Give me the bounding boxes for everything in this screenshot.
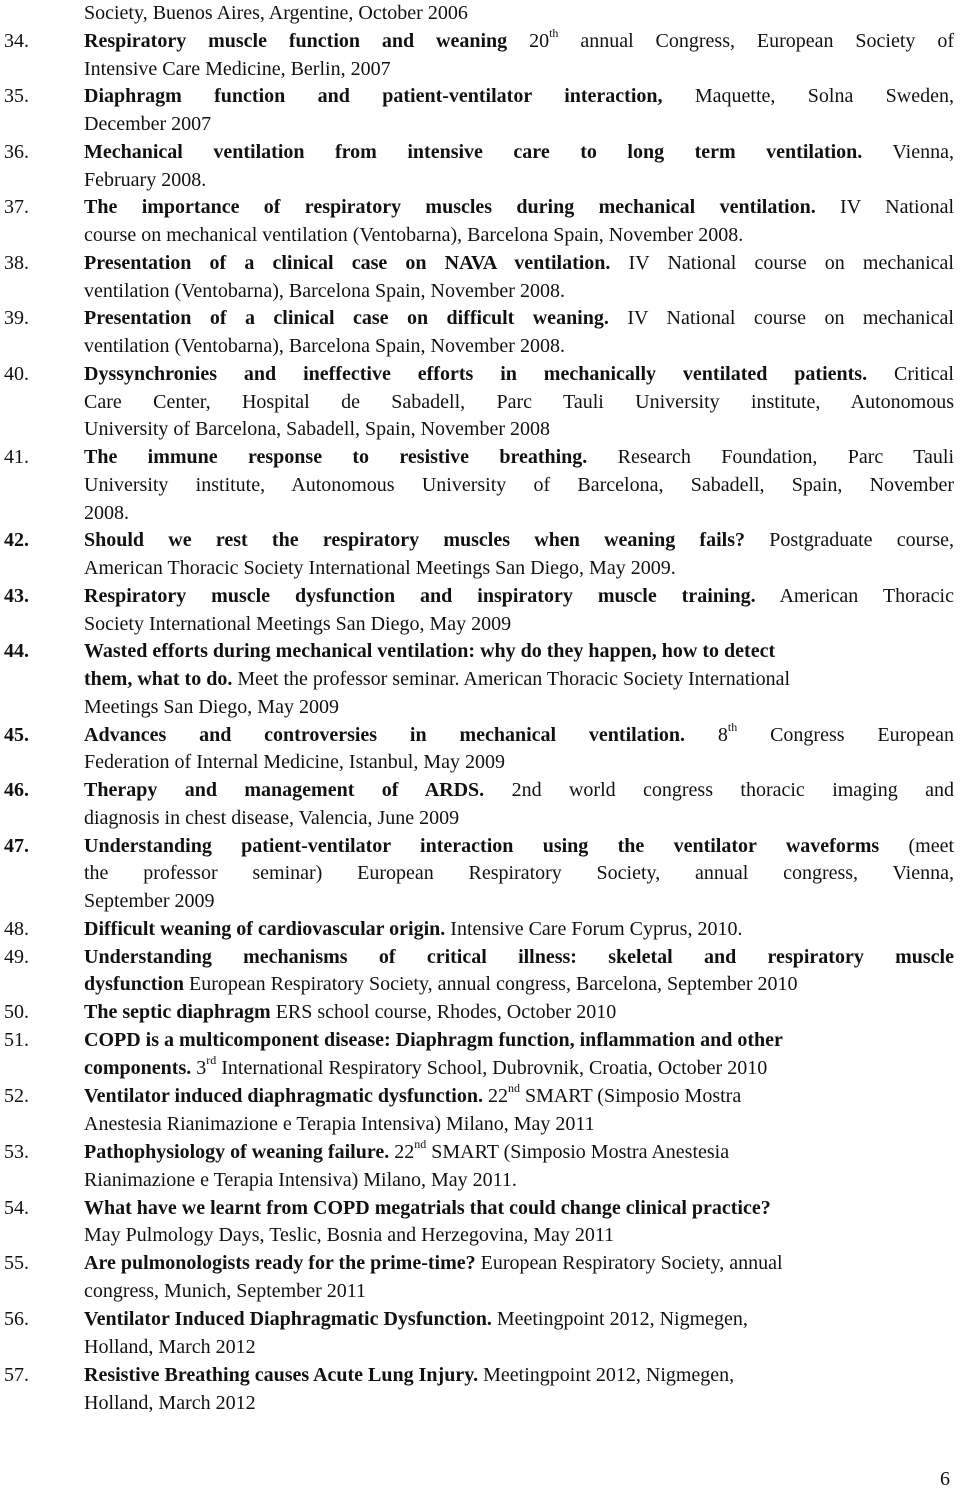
entry-57-line2: Holland, March 2012	[84, 1392, 256, 1414]
entry-40-line3: University of Barcelona, Sabadell, Spain, November 2008	[84, 418, 550, 440]
entry-title: Should we rest the respiratory muscles when weaning fails?	[84, 529, 745, 551]
entry-39: 39. Presentation of a clinical case on difficult weaning. IV National course on mechanical	[0, 305, 960, 333]
entry-title: Understanding mechanisms of critical illness: skeletal and respiratory muscle	[84, 946, 954, 968]
entry-36-line2: February 2008.	[84, 169, 207, 191]
entry-44-line3: Meetings San Diego, May 2009	[84, 696, 339, 718]
entry-39-line2: ventilation (Ventobarna), Barcelona Spain, November 2008.	[84, 335, 565, 357]
entry-title: The septic diaphragm	[84, 1001, 271, 1023]
entry-title: Diaphragm function and patient-ventilator interaction,	[84, 85, 663, 107]
entry-56: 56. Ventilator Induced Diaphragmatic Dysfunction. Meetingpoint 2012, Nigmegen,	[0, 1306, 960, 1334]
entry-46-line2: diagnosis in chest disease, Valencia, June 2009	[84, 807, 460, 829]
entry-number: 48.	[4, 918, 29, 940]
entry-number: 36.	[4, 141, 29, 163]
entry-title: Therapy and management of ARDS.	[84, 779, 485, 801]
page-number: 6	[940, 1468, 950, 1490]
entry-number: 37.	[4, 196, 29, 218]
entry-44	[0, 638, 960, 666]
entry-38: 38. Presentation of a clinical case on NAVA ventilation. IV National course on mechanical	[0, 250, 960, 278]
continuation-line	[0, 0, 960, 28]
entry-45-line2: Federation of Internal Medicine, Istanbul, May 2009	[84, 751, 505, 773]
entry-title: Ventilator induced diaphragmatic dysfunction.	[84, 1085, 483, 1107]
entry-35-line2: December 2007	[84, 113, 212, 135]
entry-number: 57.	[4, 1364, 29, 1386]
entry-number: 40.	[4, 363, 29, 385]
entry-50: 50. The septic diaphragm ERS school course, Rhodes, October 2010	[0, 999, 960, 1027]
entry-title: Respiratory muscle dysfunction and inspiratory muscle training.	[84, 585, 756, 607]
entry-53-line2: Rianimazione e Terapia Intensiva) Milano, May 2011.	[84, 1169, 517, 1191]
entry-number: 56.	[4, 1308, 29, 1330]
entry-42: 42. Should we rest the respiratory muscles when weaning fails? Postgraduate course,	[0, 527, 960, 555]
entry-title: What have we learnt from COPD megatrials that could change clinical practice?	[84, 1197, 771, 1219]
entry-45: 45. Advances and controversies in mechanical ventilation. 8th Congress European	[0, 722, 960, 750]
entry-number: 54.	[4, 1197, 29, 1219]
entry-51	[0, 1027, 960, 1055]
entry-number: 52.	[4, 1085, 29, 1107]
entry-title: Respiratory muscle function and weaning	[84, 30, 508, 52]
entry-52: 52. Ventilator induced diaphragmatic dysfunction. 22nd SMART (Simposio Mostra	[0, 1083, 960, 1111]
entry-number: 49.	[4, 946, 29, 968]
entry-number: 51.	[4, 1029, 29, 1051]
entry-41: 41. The immune response to resistive breathing. Research Foundation, Parc Tauli	[0, 444, 960, 472]
entry-number: 43.	[4, 585, 29, 607]
entry-title: Resistive Breathing causes Acute Lung Injury.	[84, 1364, 479, 1386]
entry-title: Are pulmonologists ready for the prime-time?	[84, 1252, 476, 1274]
continuation-text: Society, Buenos Aires, Argentine, October 2006	[84, 2, 468, 24]
entry-title: Presentation of a clinical case on NAVA ventilation.	[84, 252, 611, 274]
entry-55-line2: congress, Munich, September 2011	[84, 1280, 366, 1302]
entry-title: Presentation of a clinical case on difficult weaning.	[84, 307, 609, 329]
entry-57: 57. Resistive Breathing causes Acute Lung Injury. Meetingpoint 2012, Nigmegen,	[0, 1362, 960, 1390]
entry-title: Understanding patient-ventilator interaction using the ventilator waveforms	[84, 835, 880, 857]
entry-number: 41.	[4, 446, 29, 468]
entry-number: 39.	[4, 307, 29, 329]
entry-47-line2: the professor seminar) European Respiratory Society, annual congress, Vienna,	[84, 862, 954, 884]
entry-title: Mechanical ventilation from intensive care to long term ventilation.	[84, 141, 863, 163]
entry-38-line2: ventilation (Ventobarna), Barcelona Spain, November 2008.	[84, 280, 565, 302]
entry-number: 46.	[4, 779, 29, 801]
entry-number: 50.	[4, 1001, 29, 1023]
entry-37-line2: course on mechanical ventilation (Ventobarna), Barcelona Spain, November 2008.	[84, 224, 744, 246]
entry-number: 45.	[4, 724, 29, 746]
entry-title: Difficult weaning of cardiovascular origin.	[84, 918, 446, 940]
entry-40: 40. Dyssynchronies and ineffective efforts in mechanically ventilated patients. Critical	[0, 361, 960, 389]
entry-34-line2: Intensive Care Medicine, Berlin, 2007	[84, 58, 391, 80]
entry-41-line3: 2008.	[84, 502, 129, 524]
entry-number: 35.	[4, 85, 29, 107]
entry-52-line2: Anestesia Rianimazione e Terapia Intensiva) Milano, May 2011	[84, 1113, 595, 1135]
entry-title: The importance of respiratory muscles during mechanical ventilation.	[84, 196, 816, 218]
entry-title: COPD is a multicomponent disease: Diaphragm function, inflammation and other	[84, 1029, 783, 1051]
entry-56-line2: Holland, March 2012	[84, 1336, 256, 1358]
entry-51-line2: components. 3rd International Respiratory School, Dubrovnik, Croatia, October 2010	[84, 1053, 768, 1079]
entry-47: 47. Understanding patient-ventilator interaction using the ventilator waveforms (meet	[0, 833, 960, 861]
entry-number: 53.	[4, 1141, 29, 1163]
entry-36: 36. Mechanical ventilation from intensive care to long term ventilation. Vienna,	[0, 139, 960, 167]
entry-43-line2: Society International Meetings San Diego, May 2009	[84, 613, 512, 635]
entry-44-line2: them, what to do. Meet the professor seminar. American Thoracic Society International	[84, 668, 791, 690]
entry-41-line2: University institute, Autonomous University of Barcelona, Sabadell, Spain, November	[84, 474, 954, 496]
entry-number: 34.	[4, 30, 29, 52]
entry-number: 38.	[4, 252, 29, 274]
entry-number: 47.	[4, 835, 29, 857]
entry-number: 42.	[4, 529, 29, 551]
entry-46: 46. Therapy and management of ARDS. 2nd world congress thoracic imaging and	[0, 777, 960, 805]
entry-number: 44.	[4, 640, 29, 662]
entry-49-line2: dysfunction European Respiratory Society, annual congress, Barcelona, September 2010	[84, 973, 798, 995]
entry-34: 34. Respiratory muscle function and weaning 20th annual Congress, European Society of	[0, 28, 960, 56]
entry-35: 35. Diaphragm function and patient-ventilator interaction, Maquette, Solna Sweden,	[0, 83, 960, 111]
entry-54	[0, 1195, 960, 1223]
entry-48: 48. Difficult weaning of cardiovascular origin. Intensive Care Forum Cyprus, 2010.	[0, 916, 960, 944]
entry-title: Wasted efforts during mechanical ventilation: why do they happen, how to detect	[84, 640, 776, 662]
entry-title: The immune response to resistive breathing.	[84, 446, 588, 468]
entry-47-line3: September 2009	[84, 890, 215, 912]
entry-title: Advances and controversies in mechanical ventilation.	[84, 724, 686, 746]
entry-title: Ventilator Induced Diaphragmatic Dysfunction.	[84, 1308, 492, 1330]
entry-number: 55.	[4, 1252, 29, 1274]
entry-43: 43. Respiratory muscle dysfunction and inspiratory muscle training. American Thoracic	[0, 583, 960, 611]
entry-53: 53. Pathophysiology of weaning failure. 22nd SMART (Simposio Mostra Anestesia	[0, 1139, 960, 1167]
entry-title: Pathophysiology of weaning failure.	[84, 1141, 390, 1163]
entry-40-line2: Care Center, Hospital de Sabadell, Parc Tauli University institute, Autonomous	[84, 391, 954, 413]
entry-title: Dyssynchronies and ineffective efforts in mechanically ventilated patients.	[84, 363, 868, 385]
entry-49	[0, 944, 960, 972]
entry-55: 55. Are pulmonologists ready for the prime-time? European Respiratory Society, annual	[0, 1250, 960, 1278]
entry-54-line2: May Pulmology Days, Teslic, Bosnia and Herzegovina, May 2011	[84, 1224, 615, 1246]
entry-37: 37. The importance of respiratory muscles during mechanical ventilation. IV National	[0, 194, 960, 222]
entry-42-line2: American Thoracic Society International Meetings San Diego, May 2009.	[84, 557, 676, 579]
